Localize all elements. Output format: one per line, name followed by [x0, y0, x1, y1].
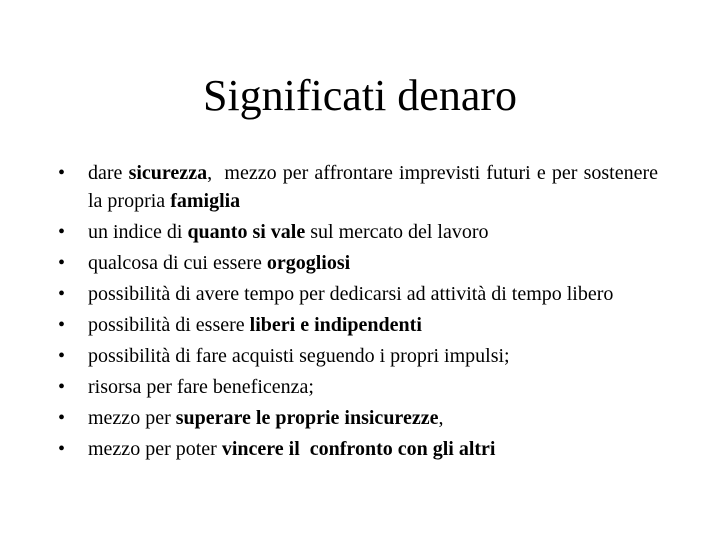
bullet-text: mezzo per	[88, 407, 176, 429]
bullet-dot-icon: •	[58, 162, 66, 184]
bullet-text: ,	[438, 407, 444, 429]
bullet-item	[58, 311, 658, 339]
bullet-list	[58, 159, 663, 466]
bullet-item	[58, 373, 658, 401]
bullet-emphasis: orgogliosi	[266, 252, 351, 274]
bullet-emphasis: superare le proprie insicurezze	[175, 407, 439, 429]
bullet-text: possibilità di essere	[88, 314, 250, 336]
bullet-item	[58, 218, 658, 246]
bullet-text: risorsa per fare beneficenza;	[88, 376, 314, 398]
bullet-dot-icon: •	[58, 252, 66, 274]
bullet-text: possibilità di avere tempo per dedicarsi ad attività di tempo libero	[88, 283, 614, 305]
bullet-dot-icon: •	[58, 407, 66, 429]
bullet-dot-icon: •	[58, 345, 66, 367]
bullet-item	[58, 159, 663, 215]
bullet-text: qualcosa di cui essere	[88, 252, 267, 274]
bullet-dot-icon: •	[58, 376, 66, 398]
bullet-dot-icon: •	[58, 438, 66, 460]
bullet-emphasis: vincere il confronto con gli altri	[221, 438, 496, 460]
bullet-dot-icon: •	[58, 283, 66, 305]
bullet-text: , mezzo per affrontare imprevisti futuri e per sostenere la propria	[88, 162, 663, 212]
bullet-emphasis: sicurezza	[128, 162, 208, 184]
bullet-text: un indice di	[88, 221, 188, 243]
bullet-dot-icon: •	[58, 221, 66, 243]
bullet-emphasis: liberi e indipendenti	[249, 314, 422, 336]
bullet-text: mezzo per poter	[88, 438, 222, 460]
bullet-emphasis: quanto si vale	[187, 221, 306, 243]
bullet-text: dare	[88, 162, 129, 184]
bullet-text: sul mercato del lavoro	[305, 221, 489, 243]
bullet-item	[58, 280, 658, 308]
bullet-dot-icon: •	[58, 314, 66, 336]
bullet-item	[58, 435, 658, 463]
bullet-item	[58, 342, 658, 370]
bullet-text: possibilità di fare acquisti seguendo i propri impulsi;	[88, 345, 510, 367]
bullet-emphasis: famiglia	[170, 190, 241, 212]
bullet-item	[58, 404, 658, 432]
bullet-item	[58, 249, 658, 277]
slide-title: Significati denaro	[202, 71, 517, 120]
